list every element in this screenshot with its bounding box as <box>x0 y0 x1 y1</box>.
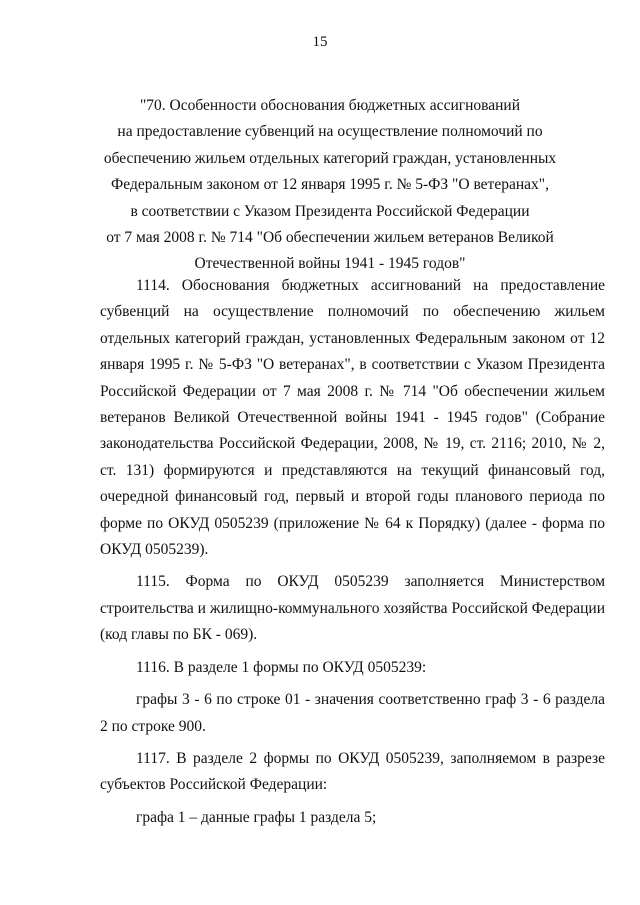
title-line: обеспечению жильем отдельных категорий граждан, установленных <box>103 149 557 167</box>
title-line: Отечественной войны 1941 - 1945 годов" <box>194 255 466 273</box>
paragraph-1116: 1116. В разделе 1 формы по ОКУД 0505239: <box>136 658 427 676</box>
paragraph-1115: 1115. Форма по ОКУД 0505239 заполняется Министерством строительства и жилищно-коммунального хозяйства Российской Федерации (код главы по БК - 069). <box>100 573 605 644</box>
page-number: 15 <box>312 34 328 50</box>
title-line: от 7 мая 2008 г. № 714 "Об обеспечении жильем ветеранов Великой <box>106 229 554 247</box>
paragraph-1114: 1114. Обоснования бюджетных ассигнований на предоставление субвенций на осуществление полномочий по обеспечению жильем отдельных категорий граждан, установленных Федеральным законом от 12 января 1995 г. № 5-ФЗ "О ветеранах", в соответствии с Указом Президента Российской Федерации от 7 мая 2008 г. № 714 "Об обеспечении жильем ветеранов Великой Отечественной войны 1941 - 1945 годов" (Собрание законодательства Российской Федерации, 2008, № 19, ст. 2116; 2010, № 2, ст. 131) формируются и представляются на текущий финансовый год, очередной финансовый год, первый и второй годы планового периода по форме по ОКУД 0505239 (приложение № 64 к Порядку) (далее - форма по ОКУД 0505239). <box>100 277 605 559</box>
title-line: в соответствии с Указом Президента Российской Федерации <box>130 202 530 220</box>
paragraph-1117: 1117. В разделе 2 формы по ОКУД 0505239, заполняемом в разрезе субъектов Российской Федерации: <box>100 749 605 794</box>
paragraph-columns-3-6: графы 3 - 6 по строке 01 - значения соответственно граф 3 - 6 раздела 2 по строке 900. <box>100 691 605 735</box>
title-line: на предоставление субвенций на осуществление полномочий по <box>117 123 543 141</box>
section-title <box>80 93 580 278</box>
title-line: "70. Особенности обоснования бюджетных ассигнований <box>139 97 521 114</box>
title-line: Федеральным законом от 12 января 1995 г. № 5-ФЗ "О ветеранах", <box>111 176 549 194</box>
document-body <box>100 273 605 837</box>
paragraph-column-1: графа 1 – данные графы 1 раздела 5; <box>136 808 377 826</box>
